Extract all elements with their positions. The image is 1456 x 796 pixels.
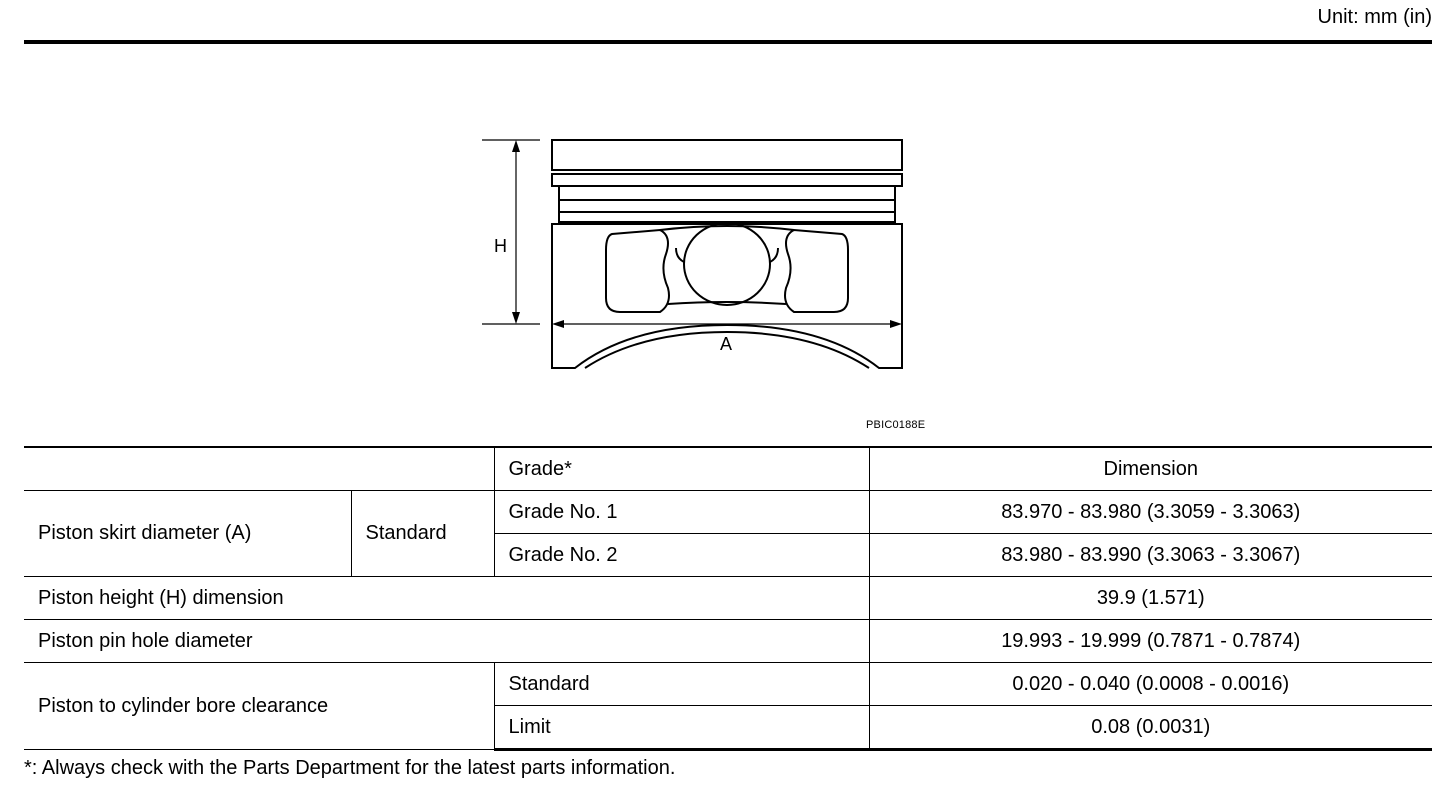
clearance-label: Piston to cylinder bore clearance: [24, 663, 494, 750]
ring-groove: [559, 186, 895, 222]
skirt-sub: Standard: [351, 491, 494, 577]
height-value: 39.9 (1.571): [869, 577, 1432, 620]
clearance-value-standard: 0.020 - 0.040 (0.0008 - 0.0016): [869, 663, 1432, 706]
skirt-grade-2: Grade No. 2: [494, 534, 869, 577]
pinhole-label: Piston pin hole diameter: [24, 620, 869, 663]
table-row: [24, 663, 1432, 706]
piston-spec-table: [24, 446, 1432, 751]
pin-hole: [684, 223, 770, 305]
header-dimension: Dimension: [869, 447, 1432, 491]
skirt-value-2: 83.980 - 83.990 (3.3063 - 3.3067): [869, 534, 1432, 577]
skirt-label: Piston skirt diameter (A): [24, 491, 351, 577]
clearance-type-standard: Standard: [494, 663, 869, 706]
height-label: Piston height (H) dimension: [24, 577, 869, 620]
header-grade: Grade*: [494, 447, 869, 491]
ring-land: [552, 174, 902, 186]
unit-label: Unit: mm (in): [1317, 6, 1432, 28]
clearance-value-limit: 0.08 (0.0031): [869, 706, 1432, 750]
clearance-type-limit: Limit: [494, 706, 869, 750]
figure-code: PBIC0188E: [866, 419, 926, 431]
footnote: *: Always check with the Parts Department for the latest parts information.: [24, 757, 676, 779]
table-header-row: [24, 447, 1432, 491]
table-row: [24, 577, 1432, 620]
table-row: [24, 491, 1432, 534]
table-row: [24, 620, 1432, 663]
skirt-grade-1: Grade No. 1: [494, 491, 869, 534]
label-h: H: [494, 236, 507, 256]
pin-boss-window: [606, 230, 669, 312]
top-rule: [24, 40, 1432, 44]
pinhole-value: 19.993 - 19.999 (0.7871 - 0.7874): [869, 620, 1432, 663]
skirt-value-1: 83.970 - 83.980 (3.3059 - 3.3063): [869, 491, 1432, 534]
piston-crown: [552, 140, 902, 170]
piston-diagram: [470, 130, 930, 380]
header-empty-cell: [24, 447, 494, 491]
label-a: A: [720, 334, 733, 354]
